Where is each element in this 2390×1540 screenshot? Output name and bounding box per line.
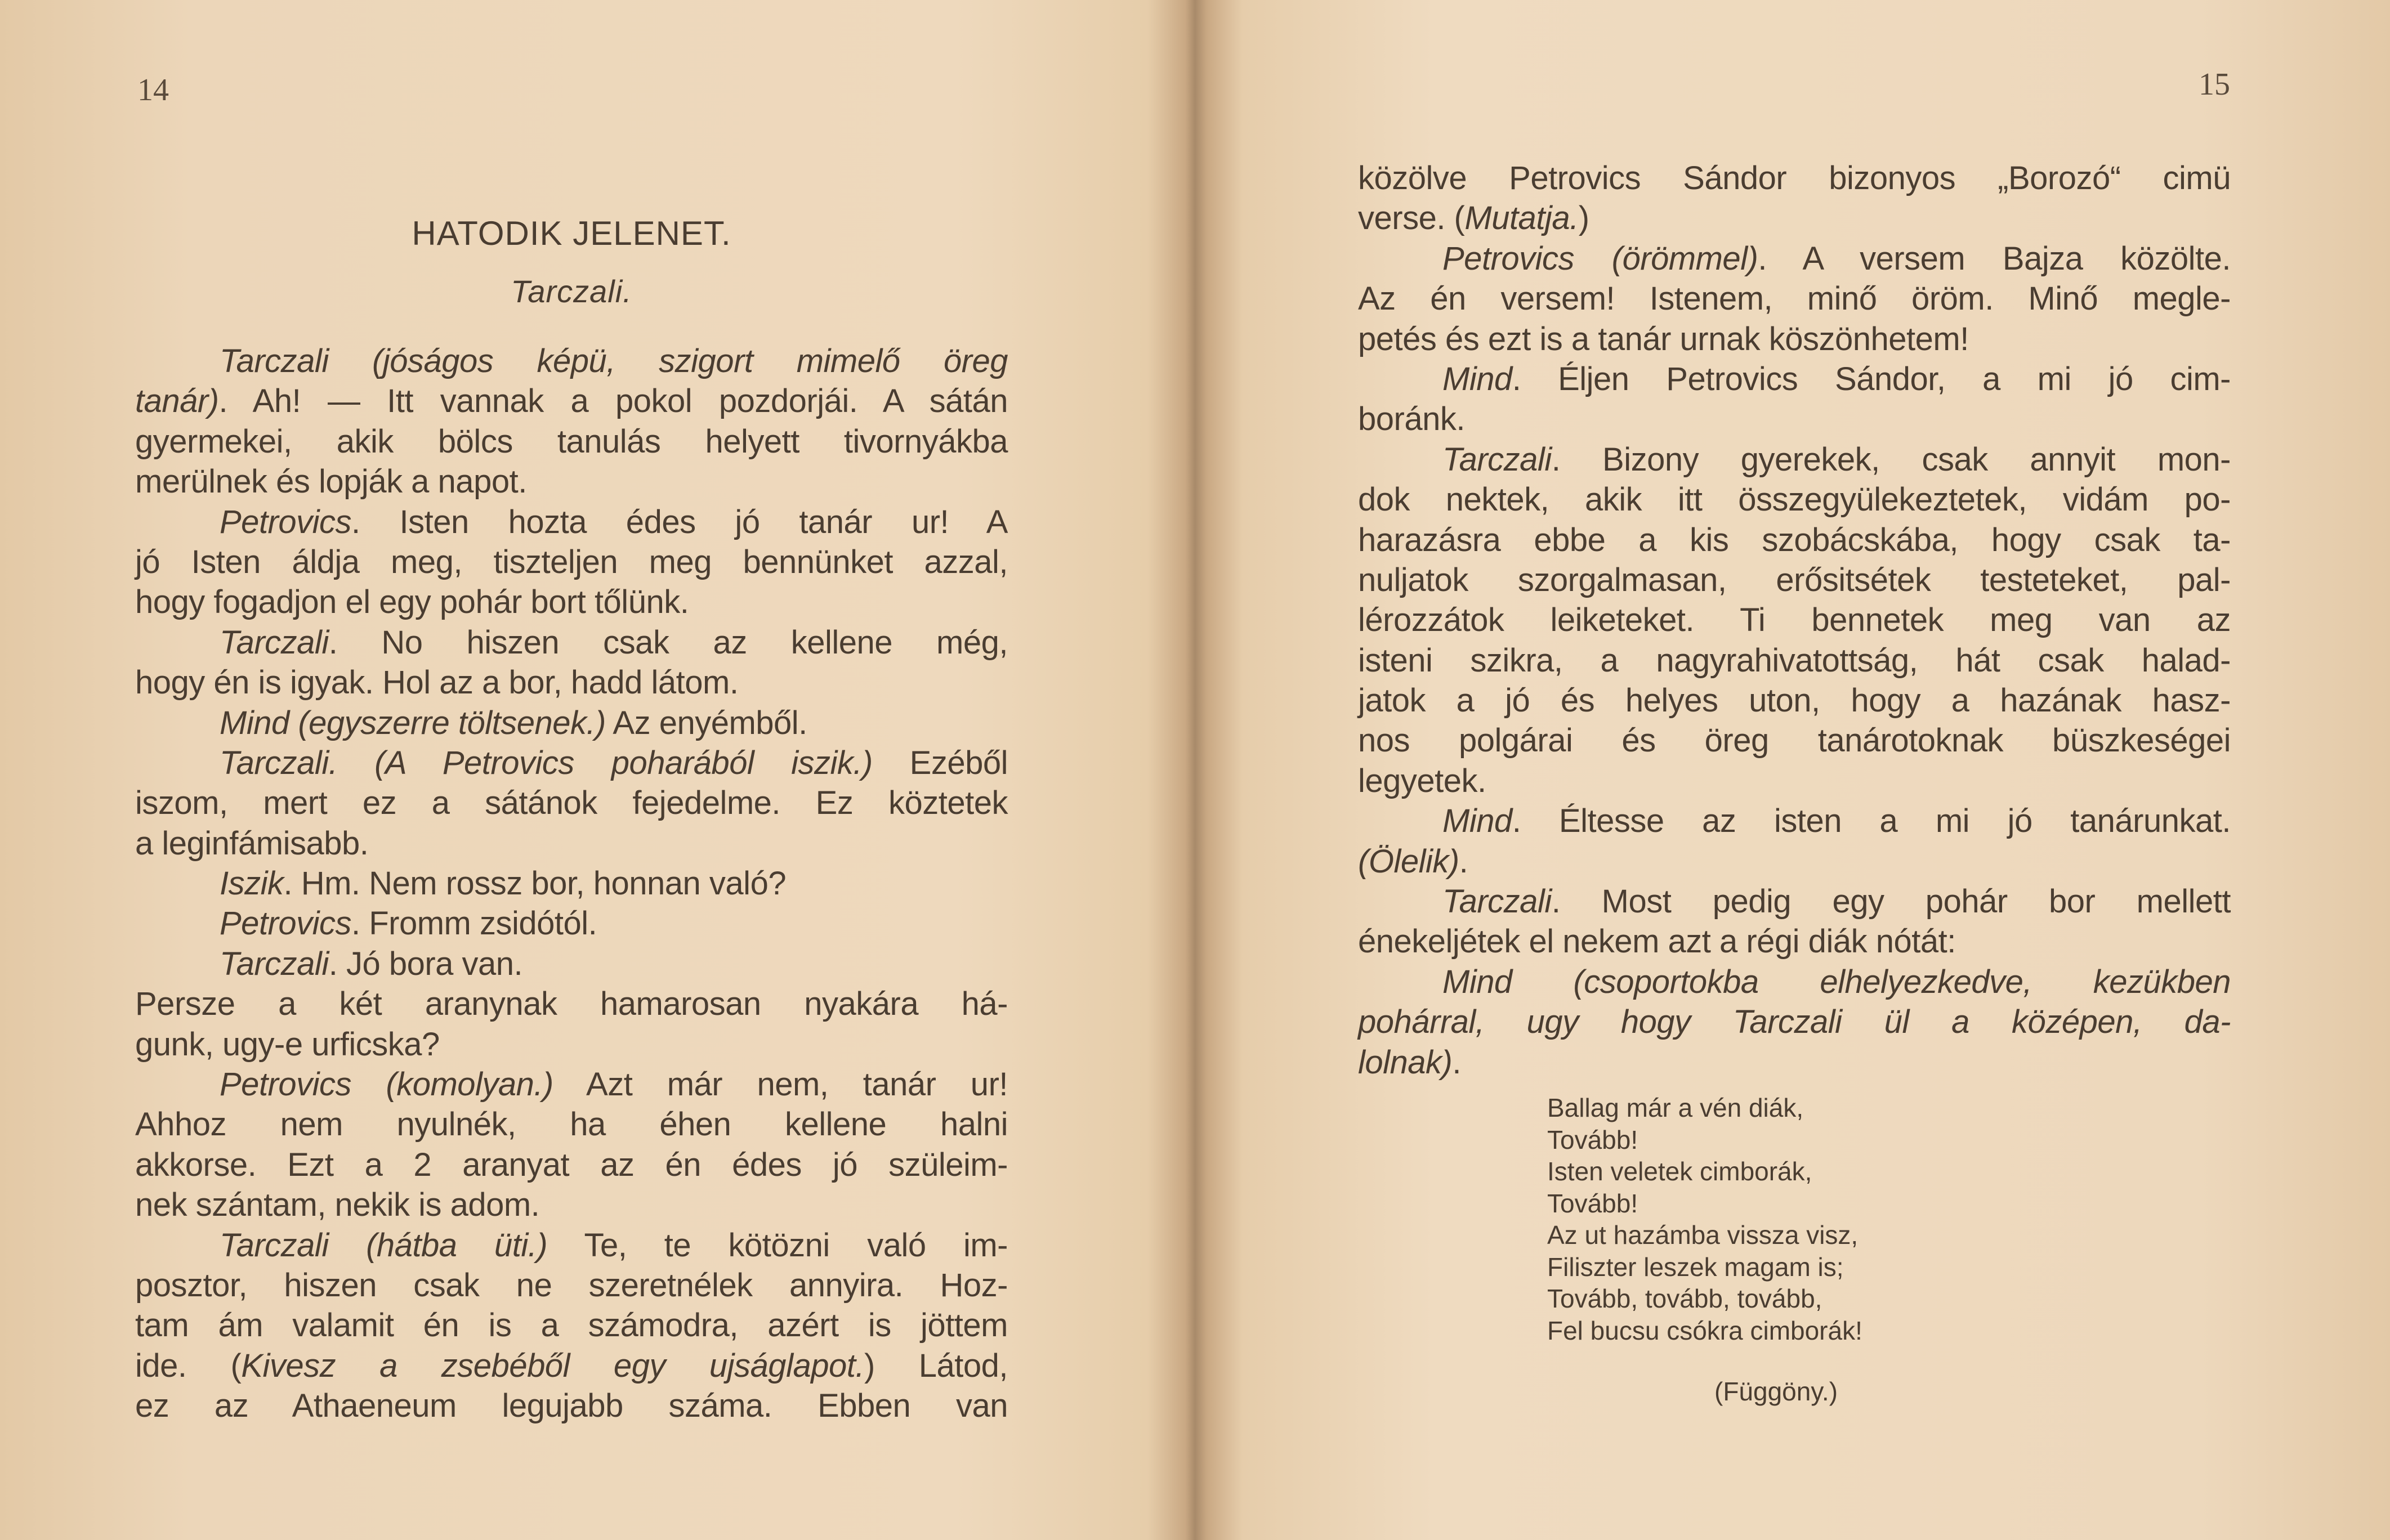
italic-text: tanár) xyxy=(135,383,219,420)
text-line xyxy=(1358,399,2231,439)
text-segment: Azt már nem, tanár ur! xyxy=(553,1066,1008,1103)
text-line xyxy=(135,1305,1008,1345)
text-line xyxy=(135,823,1008,863)
text-segment: Az enyémből. xyxy=(605,704,807,741)
text-line xyxy=(135,582,1008,622)
text-line xyxy=(1358,319,2231,359)
text-line xyxy=(135,422,1008,462)
italic-text: Tarczali xyxy=(1442,441,1552,478)
verse-line: Tovább! xyxy=(1547,1125,1638,1154)
italic-text: pohárral, ugy hogy Tarczali ül a középen, da- xyxy=(1358,1004,2231,1041)
text-segment: . Éltesse az isten a mi jó tanárunkat. xyxy=(1512,803,2231,840)
italic-text: (Ölelik) xyxy=(1358,843,1459,880)
text-segment: verse. ( xyxy=(1358,200,1465,237)
text-line xyxy=(135,703,1008,743)
text-segment: . Hm. Nem rossz bor, honnan való? xyxy=(283,865,787,902)
italic-text: Tarczali xyxy=(1442,883,1552,920)
text-line xyxy=(135,944,1008,984)
text-line xyxy=(135,502,1008,542)
text-line xyxy=(135,341,1008,381)
text-segment: . xyxy=(1459,843,1468,880)
text-segment: Ezéből xyxy=(872,744,1008,781)
text-line xyxy=(135,1225,1008,1265)
text-line xyxy=(1358,158,2231,198)
text-segment: petés és ezt is a tanár urnak köszönhetem! xyxy=(1358,320,1969,357)
text-line xyxy=(135,462,1008,502)
text-segment: jatok a jó és helyes uton, hogy a hazának hasz- xyxy=(1358,682,2231,719)
text-segment: ) Látod, xyxy=(864,1347,1008,1384)
text-segment: énekeljétek el nekem azt a régi diák nótát: xyxy=(1358,923,1956,960)
text-segment: ide. ( xyxy=(135,1347,242,1384)
text-line xyxy=(135,1145,1008,1185)
italic-text: Petrovics xyxy=(220,503,352,540)
verse-line: Filiszter leszek magam is; xyxy=(1547,1252,1844,1282)
text-line xyxy=(1358,279,2231,319)
text-segment: iszom, mert ez a sátánok fejedelme. Ez köztetek xyxy=(135,785,1008,822)
italic-text: Iszik xyxy=(220,865,284,902)
text-line xyxy=(135,1386,1008,1426)
text-line xyxy=(1358,1042,2231,1082)
text-segment: legyetek. xyxy=(1358,762,1486,799)
text-segment: akkorse. Ezt a 2 aranyat az én édes jó szüleim- xyxy=(135,1146,1008,1183)
text-segment: . Fromm zsidótól. xyxy=(351,905,597,942)
text-line xyxy=(135,1024,1008,1064)
scene-character: Tarczali. xyxy=(511,274,632,309)
italic-text: Petrovics (komolyan.) xyxy=(220,1066,553,1103)
curtain-direction: (Függöny.) xyxy=(1714,1377,1838,1406)
text-line xyxy=(1358,720,2231,760)
italic-text: Mind xyxy=(1442,360,1512,397)
text-line xyxy=(135,783,1008,823)
text-segment: Az én versem! Istenem, minő öröm. Minő megle- xyxy=(1358,280,2231,317)
text-segment: . A versem Bajza közölte. xyxy=(1758,240,2231,277)
text-segment: dok nektek, akik itt összegyülekeztetek, vidám po- xyxy=(1358,481,2231,518)
text-segment: . xyxy=(1452,1044,1461,1081)
text-segment: a leginfámisabb. xyxy=(135,825,369,862)
verse-line: Ballag már a vén diák, xyxy=(1547,1093,1804,1122)
italic-text: Tarczali. (A Petrovics poharából iszik.) xyxy=(220,744,873,781)
text-line xyxy=(135,1346,1008,1386)
text-segment: tam ám valamit én is a számodra, azért is jöttem xyxy=(135,1307,1008,1344)
text-line xyxy=(1358,962,2231,1002)
italic-text: Petrovics xyxy=(220,905,352,942)
text-line xyxy=(135,662,1008,702)
text-segment: hogy én is igyak. Hol az a bor, hadd látom. xyxy=(135,664,739,701)
italic-text: Mind (egyszerre töltsenek.) xyxy=(220,704,606,741)
song-verse xyxy=(1547,1092,1862,1346)
text-line xyxy=(1358,881,2231,921)
text-line xyxy=(1358,198,2231,238)
text-line xyxy=(1358,841,2231,881)
italic-text: Tarczali xyxy=(220,945,329,982)
text-line xyxy=(135,984,1008,1024)
text-line xyxy=(135,743,1008,783)
text-segment: gyermekei, akik bölcs tanulás helyett tivornyákba xyxy=(135,423,1008,460)
text-line xyxy=(135,542,1008,582)
text-line xyxy=(1358,801,2231,841)
italic-text: Mutatja. xyxy=(1464,200,1579,237)
text-segment: jó Isten áldja meg, tiszteljen meg bennünket azzal, xyxy=(135,543,1008,580)
text-segment: közölve Petrovics Sándor bizonyos „Borozó“ cimü xyxy=(1358,160,2231,196)
text-line xyxy=(135,1104,1008,1144)
italic-text: Tarczali (jóságos képü, szigort mimelő öreg xyxy=(220,343,1008,379)
text-segment: . Isten hozta édes jó tanár ur! A xyxy=(351,503,1008,540)
text-segment: gunk, ugy-e urficska? xyxy=(135,1026,440,1063)
text-line xyxy=(1358,1002,2231,1042)
text-line xyxy=(1358,520,2231,560)
text-segment: nuljatok szorgalmasan, erősitsétek testeteket, pal- xyxy=(1358,561,2231,598)
text-segment: posztor, hiszen csak ne szeretnélek annyira. Hoz- xyxy=(135,1266,1008,1304)
text-line xyxy=(135,623,1008,662)
text-segment: harazásra ebbe a kis szobácskába, hogy csak ta- xyxy=(1358,521,2231,558)
left-page-text xyxy=(135,341,1008,1426)
text-line xyxy=(135,1265,1008,1305)
verse-line: Tovább! xyxy=(1547,1188,1638,1218)
text-segment: isteni szikra, a nagyrahivatottság, hát csak halad- xyxy=(1358,642,2231,679)
text-line xyxy=(1358,560,2231,600)
italic-text: Tarczali xyxy=(220,624,329,661)
text-line xyxy=(135,381,1008,421)
text-line xyxy=(1358,641,2231,681)
text-segment: Te, te kötözni való im- xyxy=(547,1226,1008,1264)
text-segment: boránk. xyxy=(1358,401,1465,438)
italic-text: Kivesz a zsebéből egy ujságlapot. xyxy=(241,1347,864,1384)
text-segment: . Jó bora van. xyxy=(328,945,523,982)
page-number-left: 14 xyxy=(137,73,169,108)
text-segment: lérozzátok leiketeket. Ti bennetek meg van az xyxy=(1358,602,2231,639)
text-line xyxy=(1358,761,2231,801)
italic-text: Tarczali (hátba üti.) xyxy=(220,1226,548,1264)
scene-title: HATODIK JELENET. xyxy=(412,214,731,252)
text-segment: . Most pedig egy pohár bor mellett xyxy=(1551,883,2231,920)
text-segment: merülnek és lopják a napot. xyxy=(135,463,527,500)
text-segment: hogy fogadjon el egy pohár bort tőlünk. xyxy=(135,584,689,621)
text-segment: . Éljen Petrovics Sándor, a mi jó cim- xyxy=(1512,360,2231,397)
text-line xyxy=(135,903,1008,943)
text-line xyxy=(1358,681,2231,720)
text-segment: . Ah! — Itt vannak a pokol pozdorjái. A sátán xyxy=(218,383,1008,420)
text-line xyxy=(1358,921,2231,961)
text-line xyxy=(1358,600,2231,640)
text-segment: ez az Athaeneum legujabb száma. Ebben van xyxy=(135,1387,1008,1425)
text-segment: . Bizony gyerekek, csak annyit mon- xyxy=(1551,441,2231,478)
right-page-text xyxy=(1358,158,2231,1082)
italic-text: Petrovics (örömmel) xyxy=(1442,240,1758,277)
text-line xyxy=(1358,359,2231,399)
verse-line: Isten veletek cimborák, xyxy=(1547,1157,1812,1186)
italic-text: lolnak) xyxy=(1358,1044,1453,1081)
text-line xyxy=(1358,480,2231,520)
verse-line: Az ut hazámba vissza visz, xyxy=(1547,1220,1859,1250)
verse-line: Tovább, tovább, tovább, xyxy=(1547,1284,1822,1313)
page-number-right: 15 xyxy=(2199,67,2230,102)
text-line xyxy=(135,863,1008,903)
text-segment: ) xyxy=(1578,200,1589,237)
text-segment: nek szántam, nekik is adom. xyxy=(135,1187,540,1224)
text-segment: Persze a két aranynak hamarosan nyakára há- xyxy=(135,986,1008,1023)
text-segment: Ahhoz nem nyulnék, ha éhen kellene halni xyxy=(135,1106,1008,1143)
verse-line: Fel bucsu csókra cimborák! xyxy=(1547,1315,1862,1345)
text-segment: . No hiszen csak az kellene még, xyxy=(328,624,1008,661)
text-line xyxy=(135,1064,1008,1104)
text-line xyxy=(1358,440,2231,480)
text-line xyxy=(135,1185,1008,1225)
italic-text: Mind (csoportokba elhelyezkedve, kezükben xyxy=(1442,963,2231,1000)
italic-text: Mind xyxy=(1442,803,1512,840)
text-segment: nos polgárai és öreg tanárotoknak büszkeségei xyxy=(1358,722,2231,759)
text-line xyxy=(1358,239,2231,279)
